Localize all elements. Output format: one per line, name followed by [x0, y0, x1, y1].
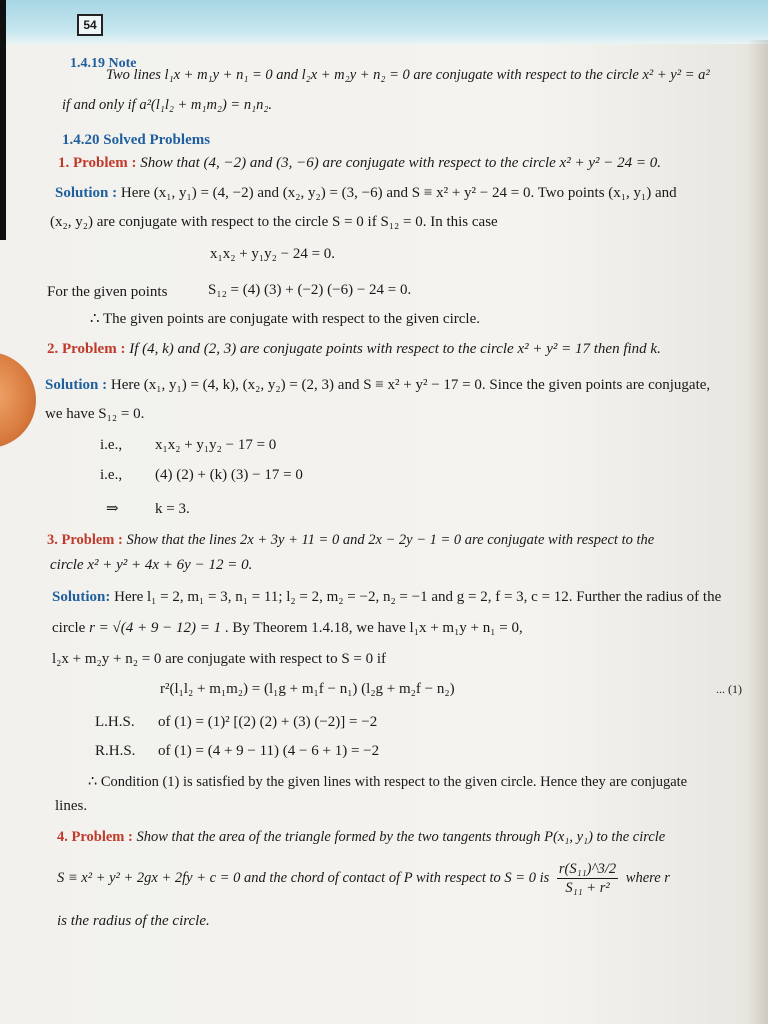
problem-3-lhs: of (1) = (1)² [(2) (2) + (3) (−2)] = −2 [158, 714, 378, 730]
problem-3-conclusion-2: lines. [55, 798, 88, 814]
solution-3-circle-word: circle [52, 620, 86, 636]
problem-3-condition: r²(l₁l₂ + m₁m₂) = (l₁g + m₁f − n₁) (l₂g + m₂f − n₂) [160, 681, 455, 697]
solution-2-label: Solution : [45, 377, 108, 393]
problem-1-statement [58, 154, 661, 172]
fraction-numerator: r(S₁₁)^3/2 [558, 861, 617, 877]
problem-1-equation-1: x₁x₂ + y₁y₂ − 24 = 0. [210, 246, 336, 262]
problem-1-solution-line-1 [55, 184, 677, 202]
problem-2-result: k = 3. [155, 501, 190, 517]
problem-3-lhs-label: L.H.S. [95, 714, 135, 730]
page-edge-shadow [746, 40, 768, 1024]
problem-3-solution-line-1 [52, 588, 721, 606]
header-band [0, 0, 768, 44]
problem-3-label: 3. Problem : [47, 532, 123, 548]
problem-2-ie-2: i.e., [100, 467, 123, 483]
problem-2-label: 2. Problem : [47, 341, 126, 357]
problem-3-conclusion-1: ∴ Condition (1) is satisfied by the given lines with respect to the given circle. Hence they are conjugate [88, 774, 688, 790]
problem-4-text-2: S ≡ x² + y² + 2gx + 2fy + c = 0 and the chord of contact of P with respect to S = 0 is [57, 869, 550, 886]
solution-3-theorem: . By Theorem 1.4.18, we have l₁x + m₁y + n₁ = 0, [224, 620, 523, 636]
solution-3-radius: r = √(4 + 9 − 12) = 1 [89, 620, 222, 636]
solution-3-text-1: Here l₁ = 2, m₁ = 3, n₁ = 11; l₂ = 2, m₂ = −2, n₂ = −1 and g = 2, f = 3, c = 12. Further the radius of the [114, 589, 722, 605]
problem-3-statement-line-1 [47, 531, 654, 549]
fraction-denominator: S₁₁ + r² [565, 880, 610, 896]
problem-1-equation-2: S₁₂ = (4) (3) + (−2) (−6) − 24 = 0. [208, 282, 412, 298]
solution-1-text-1: Here (x₁, y₁) = (4, −2) and (x₂, y₂) = (3, −6) and S ≡ x² + y² − 24 = 0. Two points (x₁, y₁) and [120, 185, 677, 201]
note-line-2: if and only if a²(l₁l₂ + m₁m₂) = n₁n₂. [62, 97, 273, 113]
note-line-1: Two lines l₁x + m₁y + n₁ = 0 and l₂x + m₂y + n₂ = 0 are conjugate with respect to the circle x² + y² = a² [106, 67, 710, 83]
solution-3-label: Solution: [52, 589, 111, 605]
page-number: 54 [77, 14, 103, 36]
problem-4-statement-line-3: is the radius of the circle. [57, 913, 210, 929]
section-title: 1.4.20 Solved Problems [62, 132, 211, 148]
solution-2-text-1: Here (x₁, y₁) = (4, k), (x₂, y₂) = (2, 3) and S ≡ x² + y² − 17 = 0. Since the given points are conjugate, [110, 377, 711, 393]
problem-2-step-1: x₁x₂ + y₁y₂ − 17 = 0 [155, 437, 277, 453]
problem-3-solution-line-3: l₂x + m₂y + n₂ = 0 are conjugate with respect to S = 0 if [52, 651, 387, 667]
problem-4-statement-line-2 [57, 860, 670, 897]
problem-2-text: If (4, k) and (2, 3) are conjugate points with respect to the circle x² + y² = 17 then find k. [129, 341, 661, 357]
problem-1-solution-line-2: (x₂, y₂) are conjugate with respect to the circle S = 0 if S₁₂ = 0. In this case [50, 214, 498, 230]
problem-2-solution-line-2: we have S₁₂ = 0. [45, 406, 145, 422]
problem-2-step-2: (4) (2) + (k) (3) − 17 = 0 [155, 467, 303, 483]
problem-2-statement [47, 340, 661, 358]
solution-1-label: Solution : [55, 185, 118, 201]
problem-3-rhs: of (1) = (4 + 9 − 11) (4 − 6 + 1) = −2 [158, 743, 380, 759]
problem-1-label: 1. Problem : [58, 155, 137, 171]
problem-1-conclusion: ∴ The given points are conjugate with respect to the given circle. [90, 311, 480, 327]
thumb-finger [0, 352, 36, 448]
problem-3-solution-line-2 [52, 619, 523, 637]
problem-2-ie-1: i.e., [100, 437, 123, 453]
note-title: 1.4.19 Note [70, 56, 137, 71]
problem-4-area-fraction [557, 860, 618, 897]
book-binding-shadow [0, 0, 6, 240]
problem-4-text-3: where r [625, 869, 670, 886]
problem-4-text-1: Show that the area of the triangle formed by the two tangents through P(x₁, y₁) to the circle [136, 829, 666, 845]
problem-1-text: Show that (4, −2) and (3, −6) are conjugate with respect to the circle x² + y² − 24 = 0. [140, 155, 661, 171]
problem-3-text-1: Show that the lines 2x + 3y + 11 = 0 and 2x − 2y − 1 = 0 are conjugate with respect to the [126, 532, 655, 548]
problem-4-label: 4. Problem : [57, 829, 133, 845]
problem-3-statement-line-2: circle x² + y² + 4x + 6y − 12 = 0. [50, 557, 253, 573]
problem-3-rhs-label: R.H.S. [95, 743, 136, 759]
problem-3-equation-tag: ... (1) [716, 682, 742, 696]
problem-2-solution-line-1 [45, 376, 710, 394]
problem-1-given-label: For the given points [47, 284, 168, 300]
problem-4-statement-line-1 [57, 828, 665, 846]
problem-2-implies-icon: ⇒ [106, 501, 119, 517]
